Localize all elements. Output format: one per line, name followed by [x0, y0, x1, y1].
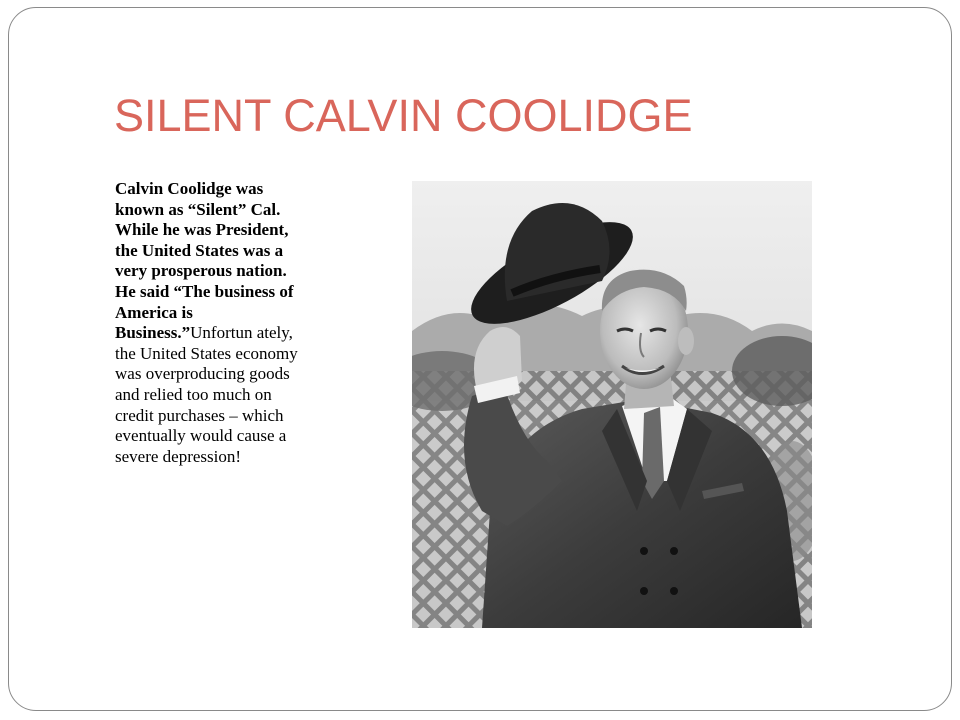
slide-title: SILENT CALVIN COOLIDGE	[114, 90, 693, 141]
body-text	[115, 179, 301, 467]
body-text-regular: Unfortun ately, the United States economy was overproducing goods and relied too much on credit purchases – which eventually would cause a severe depression!	[115, 323, 298, 466]
coolidge-photo	[412, 181, 812, 628]
body-text-bold: Calvin Coolidge was known as “Silent” Cal. While he was President, the United States was a very prosperous nation. He said “The business of America is Business.”	[115, 179, 294, 343]
